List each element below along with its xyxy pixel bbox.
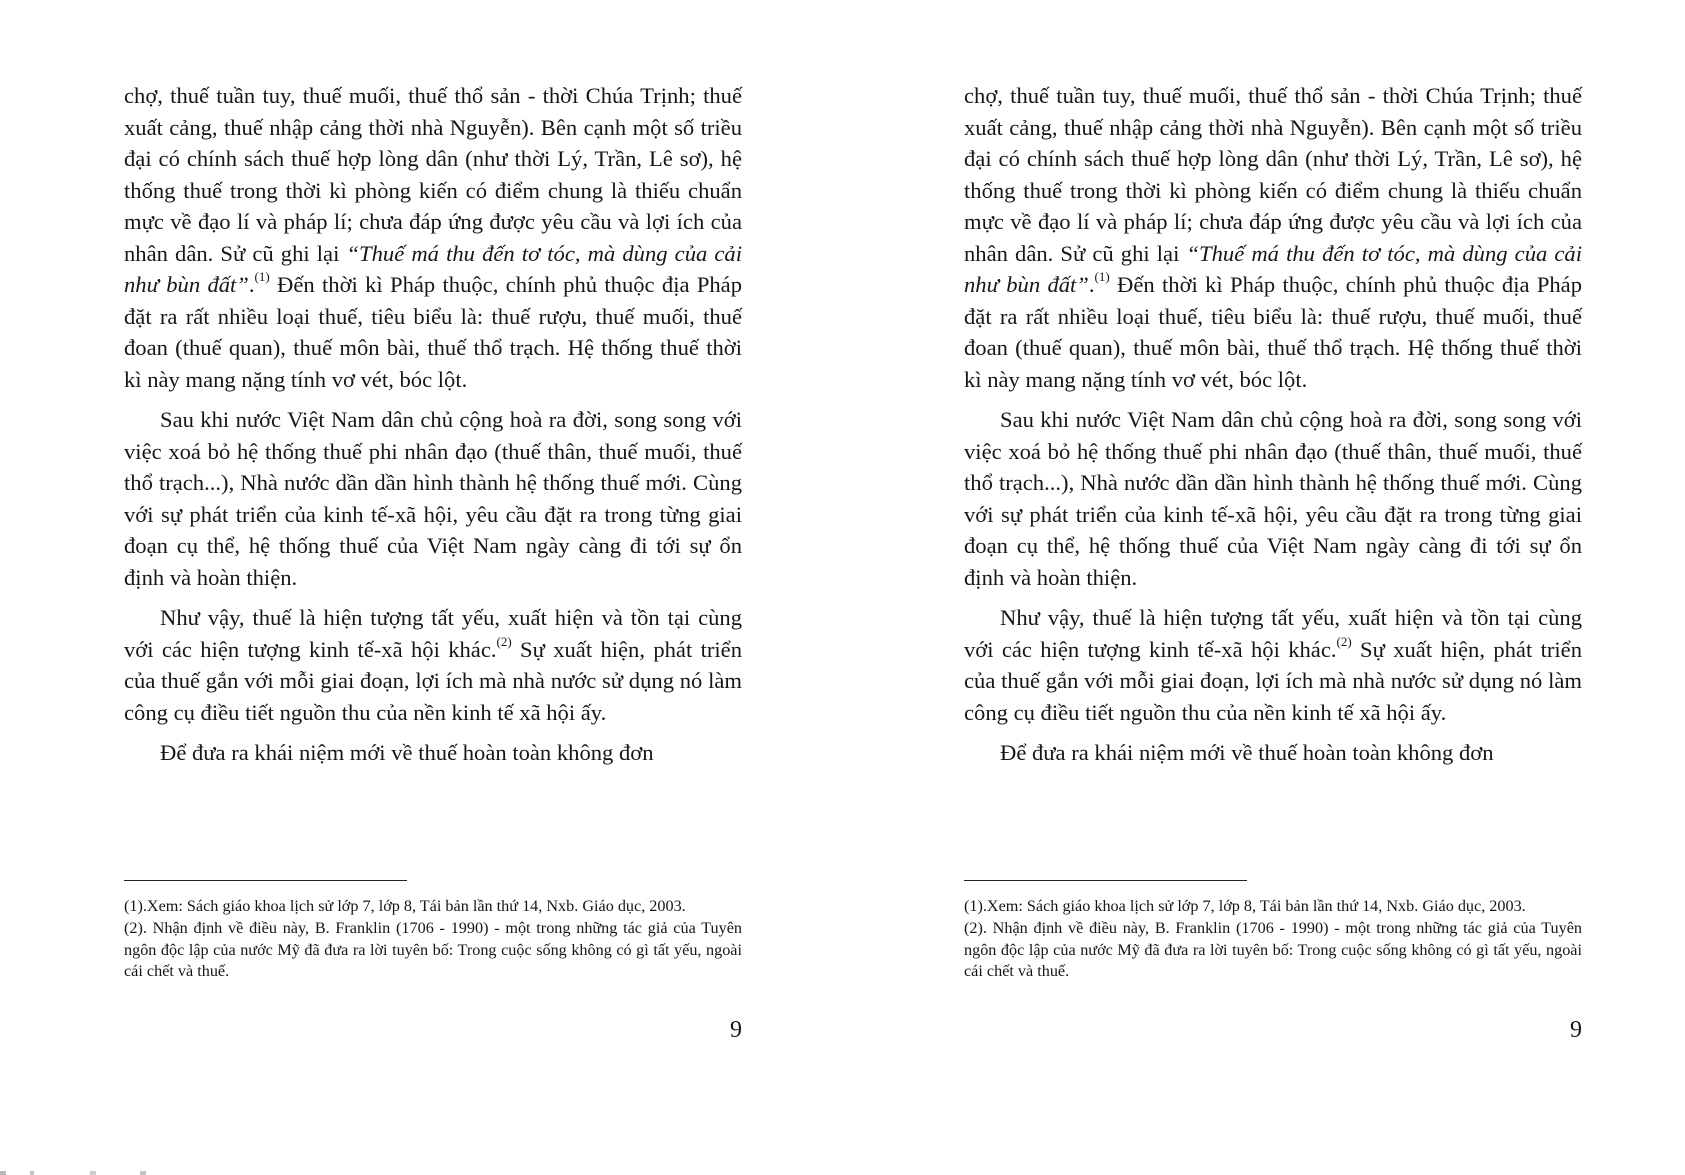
text-run: Để đưa ra khái niệm mới về thuế hoàn toàn không đơn	[160, 740, 654, 765]
footnote: (1).Xem: Sách giáo khoa lịch sử lớp 7, lớp 8, Tái bản lần thứ 14, Nxb. Giáo dục, 2003.	[964, 897, 1526, 915]
footnote: (1).Xem: Sách giáo khoa lịch sử lớp 7, lớp 8, Tái bản lần thứ 14, Nxb. Giáo dục, 2003.	[124, 897, 686, 915]
text-run: chợ, thuế tuần tuy, thuế muối, thuế thổ sản - thời Chúa Trịnh; thuế xuất cảng, thuế nhập cảng thời nhà Nguyễn). Bên cạnh một số triều đại có chính sách thuế hợp lòng dân (như thời Lý, Trần, Lê sơ), hệ thống thuế trong thời kì phòng kiến có điểm chung là thiếu chuẩn mực về đạo lí và pháp lí; chưa đáp ứng được yêu cầu và lợi ích của nhân dân. Sử cũ ghi lại	[124, 83, 742, 266]
text-run: Như vậy, thuế là hiện tượng tất yếu, xuất hiện và tồn tại cùng với các hiện tượng kinh tế-xã hội khác.	[964, 605, 1582, 662]
page-number: 9	[1570, 1017, 1582, 1043]
body-text	[124, 80, 742, 769]
left-page	[124, 80, 743, 1043]
footnote-separator	[124, 880, 407, 881]
footnote-ref: (2)	[496, 633, 512, 649]
text-run: Đến thời kì Pháp thuộc, chính phủ thuộc địa Pháp đặt ra rất nhiều loại thuế, tiêu biểu là: thuế rượu, thuế muối, thuế đoan (thuế quan), thuế môn bài, thuế thổ trạch. Hệ thống thuế thời kì này mang nặng tính vơ vét, bóc lột.	[964, 272, 1583, 392]
scan-edge-mark	[0, 1171, 260, 1175]
footnote-ref: (1)	[1094, 269, 1110, 285]
footnotes	[124, 896, 742, 983]
paragraph	[124, 602, 742, 728]
footnote-separator	[964, 880, 1247, 881]
text-run: .	[1088, 272, 1095, 297]
text-run: Sự xuất hiện, phát triển của thuế gắn với mỗi giai đoạn, lợi ích mà nhà nước sử dụng nó làm công cụ điều tiết nguồn thu của nền kinh tế xã hội ấy.	[124, 636, 742, 725]
right-page	[964, 80, 1583, 1043]
footnote: (2). Nhận định về điều này, B. Franklin (1706 - 1990) - một trong những tác giả của Tuyên ngôn độc lập của nước Mỹ đã đưa ra lời tuyên bố: Trong cuộc sống không có gì tất yếu, ngoài cái chết và thuế.	[964, 918, 1582, 981]
text-run: Sự xuất hiện, phát triển của thuế gắn với mỗi giai đoạn, lợi ích mà nhà nước sử dụng nó làm công cụ điều tiết nguồn thu của nền kinh tế xã hội ấy.	[964, 636, 1582, 725]
paragraph	[124, 404, 742, 593]
paragraph	[964, 404, 1582, 593]
paragraph	[124, 737, 742, 769]
page-number: 9	[730, 1017, 742, 1043]
footnote-ref: (1)	[254, 269, 270, 285]
quote-italic: “Thuế má thu đến tơ tóc, mà dùng của cải như bùn đất”	[964, 240, 1583, 297]
text-run: Đến thời kì Pháp thuộc, chính phủ thuộc địa Pháp đặt ra rất nhiều loại thuế, tiêu biểu là: thuế rượu, thuế muối, thuế đoan (thuế quan), thuế môn bài, thuế thổ trạch. Hệ thống thuế thời kì này mang nặng tính vơ vét, bóc lột.	[124, 272, 743, 392]
text-run: Để đưa ra khái niệm mới về thuế hoàn toàn không đơn	[1000, 740, 1494, 765]
body-text	[964, 80, 1582, 769]
paragraph	[964, 737, 1582, 769]
text-run: Sau khi nước Việt Nam dân chủ cộng hoà ra đời, song song với việc xoá bỏ hệ thống thuế phi nhân đạo (thuế thân, thuế muối, thuế thổ trạch...), Nhà nước dần dần hình thành hệ thống thuế mới. Cùng với sự phát triển của kinh tế-xã hội, yêu cầu đặt ra trong từng giai đoạn cụ thể, hệ thống thuế của Việt Nam ngày càng đi tới sự ổn định và hoàn thiện.	[124, 407, 742, 590]
text-run: .	[248, 272, 255, 297]
paragraph	[964, 80, 1582, 395]
quote-italic: “Thuế má thu đến tơ tóc, mà dùng của cải như bùn đất”	[124, 240, 743, 297]
text-run: Như vậy, thuế là hiện tượng tất yếu, xuất hiện và tồn tại cùng với các hiện tượng kinh tế-xã hội khác.	[124, 605, 742, 662]
text-run: Sau khi nước Việt Nam dân chủ cộng hoà ra đời, song song với việc xoá bỏ hệ thống thuế phi nhân đạo (thuế thân, thuế muối, thuế thổ trạch...), Nhà nước dần dần hình thành hệ thống thuế mới. Cùng với sự phát triển của kinh tế-xã hội, yêu cầu đặt ra trong từng giai đoạn cụ thể, hệ thống thuế của Việt Nam ngày càng đi tới sự ổn định và hoàn thiện.	[964, 407, 1582, 590]
footnote-ref: (2)	[1336, 633, 1352, 649]
footnote: (2). Nhận định về điều này, B. Franklin (1706 - 1990) - một trong những tác giả của Tuyên ngôn độc lập của nước Mỹ đã đưa ra lời tuyên bố: Trong cuộc sống không có gì tất yếu, ngoài cái chết và thuế.	[124, 918, 742, 981]
paragraph	[964, 602, 1582, 728]
paragraph	[124, 80, 742, 395]
text-run: chợ, thuế tuần tuy, thuế muối, thuế thổ sản - thời Chúa Trịnh; thuế xuất cảng, thuế nhập cảng thời nhà Nguyễn). Bên cạnh một số triều đại có chính sách thuế hợp lòng dân (như thời Lý, Trần, Lê sơ), hệ thống thuế trong thời kì phòng kiến có điểm chung là thiếu chuẩn mực về đạo lí và pháp lí; chưa đáp ứng được yêu cầu và lợi ích của nhân dân. Sử cũ ghi lại	[964, 83, 1582, 266]
footnotes	[964, 896, 1582, 983]
